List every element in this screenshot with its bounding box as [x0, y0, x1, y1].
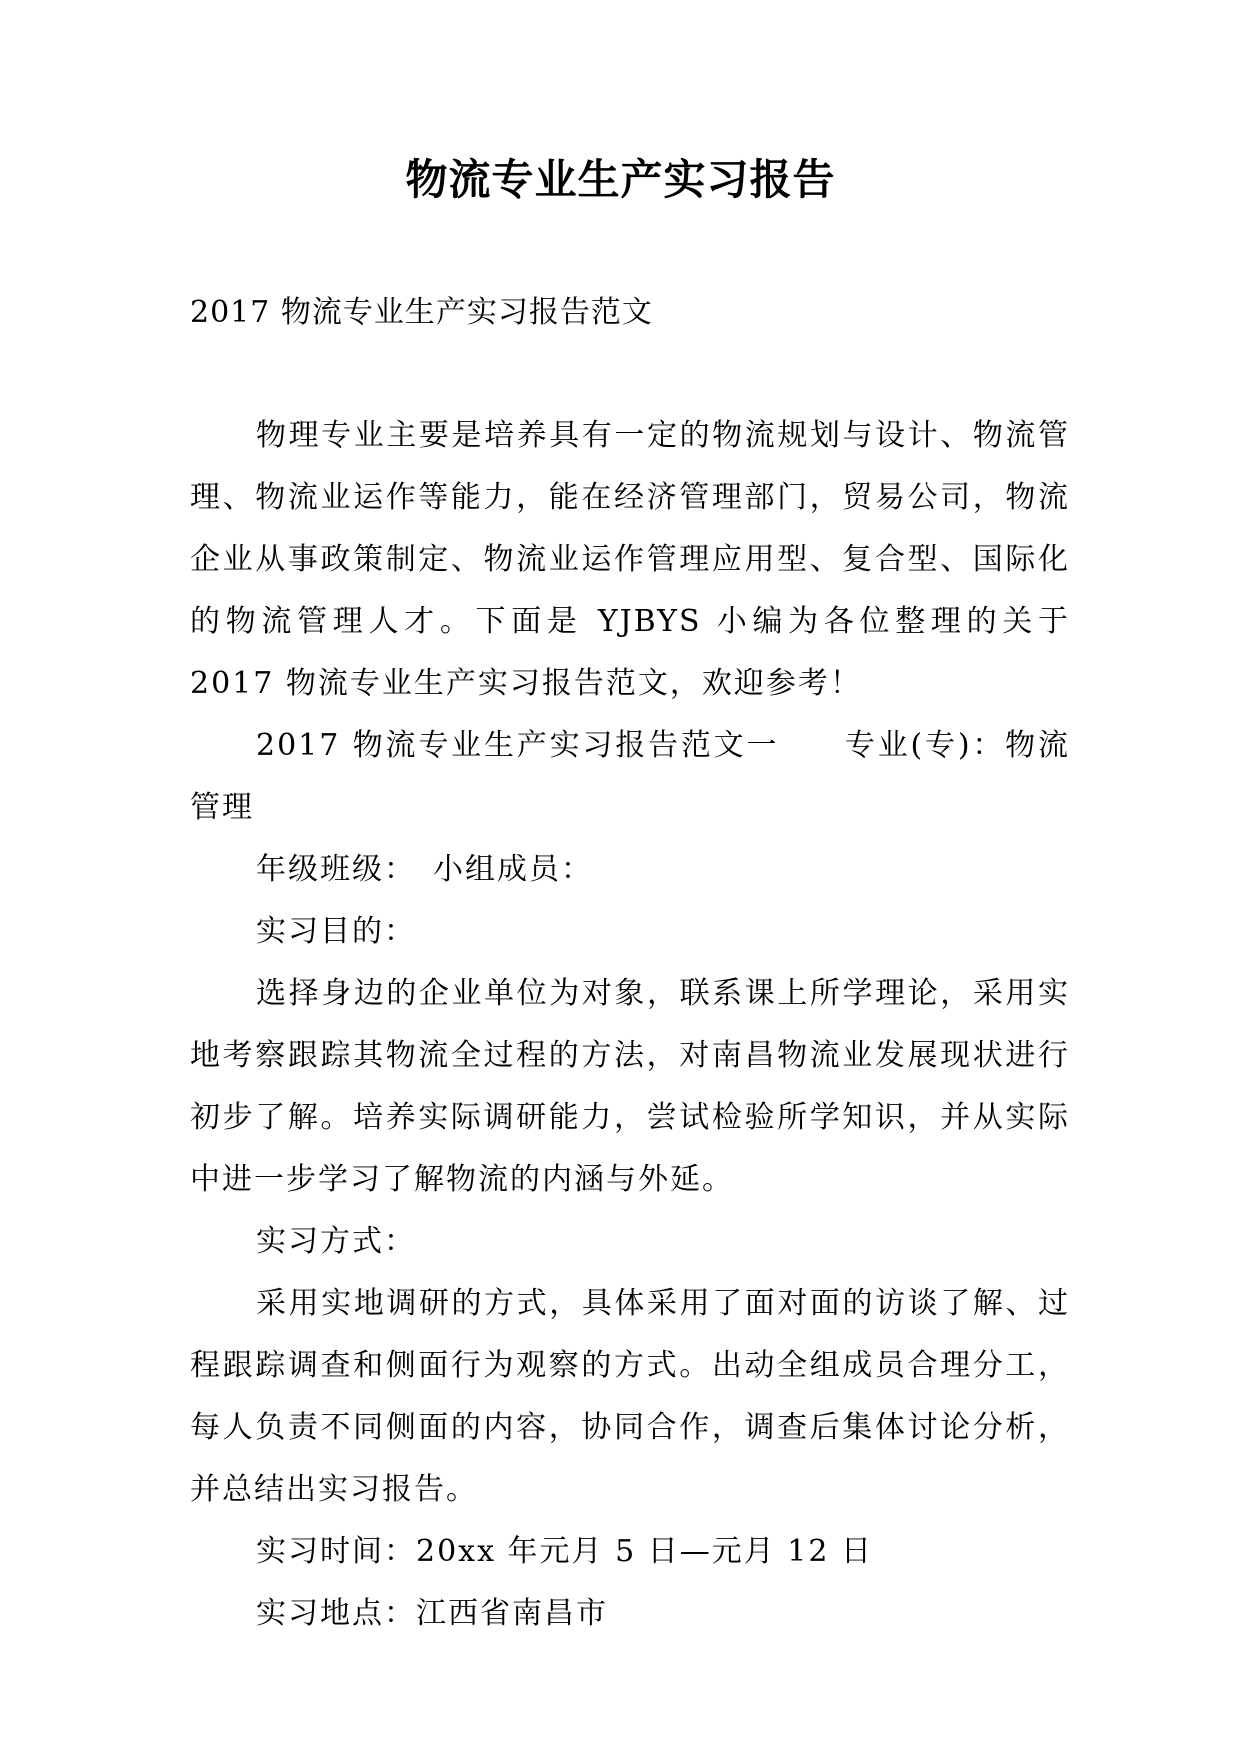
- paragraph-method-text: 采用实地调研的方式，具体采用了面对面的访谈了解、过程跟踪调查和侧面行为观察的方式。出动全组成员合理分工，每人负责不同侧面的内容，协同合作，调查后集体讨论分析，并总结出实习报告。: [190, 1286, 1070, 1507]
- document-subtitle: 2017 物流专业生产实习报告范文: [190, 295, 653, 330]
- paragraph-method-label: 实习方式：: [256, 1224, 416, 1259]
- paragraph-intro: 物理专业主要是培养具有一定的物流规划与设计、物流管理、物流业运作等能力，能在经济管理部门，贸易公司，物流企业从事政策制定、物流业运作管理应用型、复合型、国际化的物流管理人才。下面是 YJBYS 小编为各位整理的关于 2017 物流专业生产实习报告范文，欢迎参考！: [190, 418, 1070, 701]
- paragraph-class-members: 年级班级： 小组成员：: [256, 852, 593, 887]
- document-title: 物流专业生产实习报告: [405, 155, 836, 204]
- paragraph-purpose-text: 选择身边的企业单位为对象，联系课上所学理论，采用实地考察跟踪其物流全过程的方法，对南昌物流业发展现状进行初步了解。培养实际调研能力，尝试检验所学知识，并从实际中进一步学习了解物流的内涵与外延。: [190, 976, 1070, 1197]
- paragraph-purpose-label: 实习目的：: [256, 914, 416, 949]
- paragraph-location: 实习地点：江西省南昌市: [256, 1596, 608, 1631]
- paragraph-time: 实习时间：20xx 年元月 5 日—元月 12 日: [256, 1534, 873, 1569]
- document-body: [190, 405, 1070, 1645]
- paragraph-sample-heading: 2017 物流专业生产实习报告范文一 专业(专)：物流管理: [190, 728, 1070, 825]
